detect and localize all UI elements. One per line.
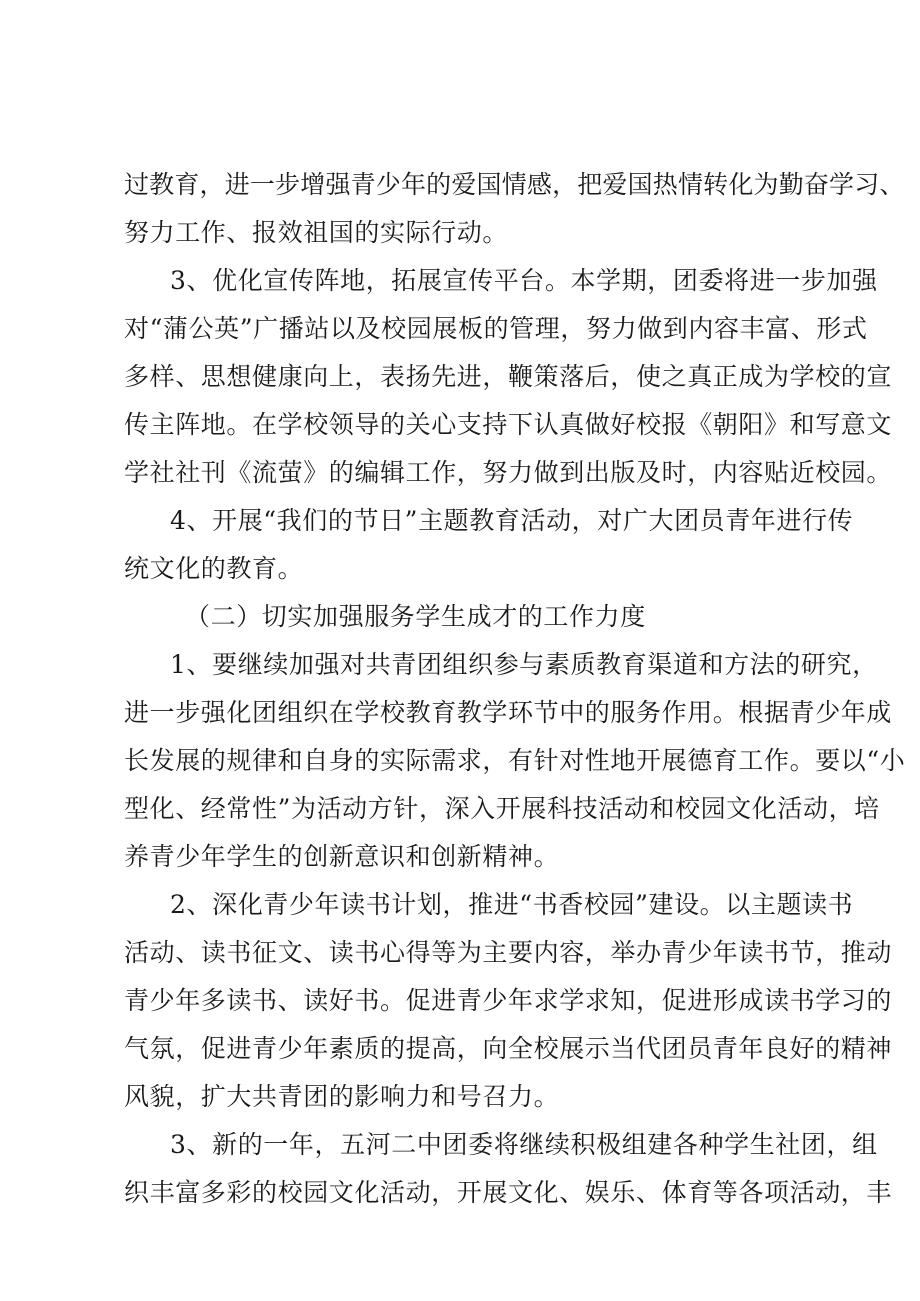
paragraph-line: 学社社刊《流萤》的编辑工作，努力做到出版及时，内容贴近校园。 — [124, 458, 893, 487]
paragraph-line: 气氛，促进青少年素质的提高，向全校展示当代团员青年良好的精神 — [124, 1034, 893, 1063]
paragraph-line: 2、深化青少年读书计划，推进“书香校园”建设。以主题读书 — [170, 890, 854, 919]
paragraph-line: 3、优化宣传阵地，拓展宣传平台。本学期，团委将进一步加强 — [170, 266, 878, 295]
paragraph-line: 织丰富多彩的校园文化活动，开展文化、娱乐、体育等各项活动，丰 — [124, 1178, 893, 1207]
paragraph-line: 对“蒲公英”广播站以及校园展板的管理，努力做到内容丰富、形式 — [124, 314, 868, 343]
paragraph-line: 多样、思想健康向上，表扬先进，鞭策落后，使之真正成为学校的宣 — [124, 362, 893, 391]
paragraph-line: 传主阵地。在学校领导的关心支持下认真做好校报《朝阳》和写意文 — [124, 410, 893, 439]
paragraph-line: 青少年多读书、读好书。促进青少年求学求知，促进形成读书学习的 — [124, 986, 893, 1015]
section-heading: （二）切实加强服务学生成才的工作力度 — [185, 602, 646, 631]
paragraph-line: 1、要继续加强对共青团组织参与素质教育渠道和方法的研究， — [170, 650, 878, 679]
paragraph-line: 长发展的规律和自身的实际需求，有针对性地开展德育工作。要以“小 — [124, 746, 906, 775]
paragraph-line: 4、开展“我们的节日”主题教育活动，对广大团员青年进行传 — [170, 506, 854, 535]
paragraph-line: 过教育，进一步增强青少年的爱国情感，把爱国热情转化为勤奋学习、 — [124, 170, 905, 199]
paragraph-line: 努力工作、报效祖国的实际行动。 — [124, 218, 509, 247]
paragraph-line: 风貌，扩大共青团的影响力和号召力。 — [124, 1082, 560, 1111]
paragraph-line: 活动、读书征文、读书心得等为主要内容，举办青少年读书节，推动 — [124, 938, 893, 967]
paragraph-line: 3、新的一年，五河二中团委将继续积极组建各种学生社团，组 — [170, 1130, 878, 1159]
paragraph-line: 养青少年学生的创新意识和创新精神。 — [124, 842, 560, 871]
paragraph-line: 统文化的教育。 — [124, 554, 304, 583]
paragraph-line: 型化、经常性”为活动方针，深入开展科技活动和校园文化活动，培 — [124, 794, 880, 823]
paragraph-line: 进一步强化团组织在学校教育教学环节中的服务作用。根据青少年成 — [124, 698, 893, 727]
